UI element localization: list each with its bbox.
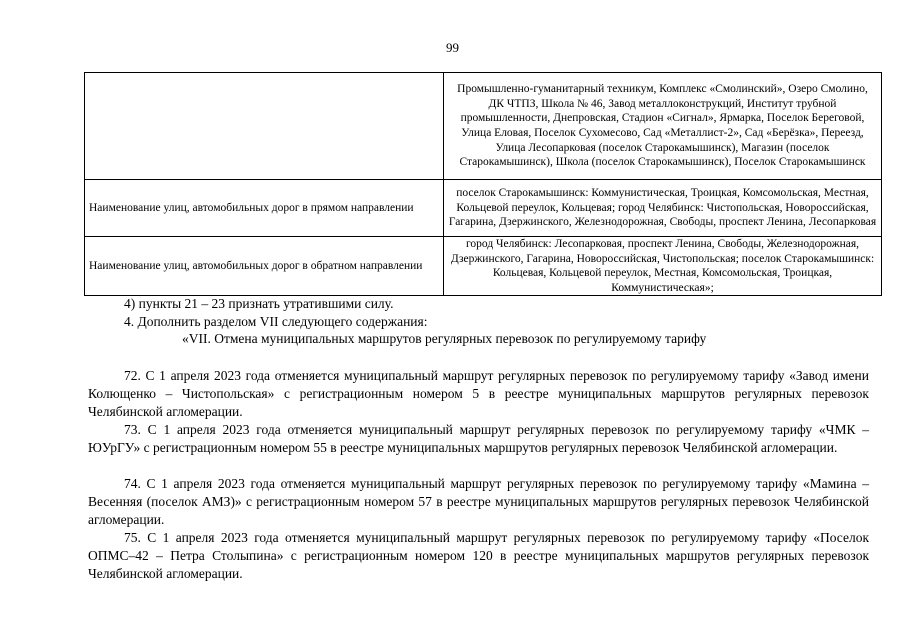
- table-row: [85, 73, 882, 180]
- table-cell-label: Наименование улиц, автомобильных дорог в обратном направлении: [85, 237, 444, 296]
- paragraph-73: 73. С 1 апреля 2023 года отменяется муниципальный маршрут регулярных перевозок по регулируемому тарифу «ЧМК – ЮУрГУ» с регистрационным номером 55 в реестре муниципальных маршрутов регулярных перевозок Челябинской агломерации.: [88, 422, 869, 455]
- paragraph-72: 72. С 1 апреля 2023 года отменяется муниципальный маршрут регулярных перевозок по регулируемому тарифу «Завод имени Колющенко – Чистопольская» с регистрационным номером 5 в реестре муниципальных маршрутов регулярных перевозок Челябинской агломерации.: [88, 368, 869, 419]
- table-cell-value: поселок Старокамышинск: Коммунистическая, Троицкая, Комсомольская, Местная, Кольцевой переулок, Кольцевая; город Челябинск: Чистопольская, Новороссийская, Гагарина, Дзержинского, Железнодорожная, Свободы, проспект Ленина, Лесопарковая: [444, 180, 882, 237]
- item-section-text: 4. Дополнить разделом VII следующего содержания:: [124, 314, 428, 329]
- table-cell-label: [85, 73, 444, 180]
- table-cell-label: Наименование улиц, автомобильных дорог в прямом направлении: [85, 180, 444, 237]
- paragraph-75: 75. С 1 апреля 2023 года отменяется муниципальный маршрут регулярных перевозок по регулируемому тарифу «Поселок ОПМС–42 – Петра Столыпина» с регистрационным номером 120 в реестре муниципальных маршрутов регулярных перевозок Челябинской агломерации.: [88, 530, 869, 581]
- paragraph-74: 74. С 1 апреля 2023 года отменяется муниципальный маршрут регулярных перевозок по регулируемому тарифу «Мамина – Весенняя (поселок АМЗ)» с регистрационным номером 57 в реестре муниципальных маршрутов регулярных перевозок Челябинской агломерации.: [88, 476, 869, 527]
- route-table: [84, 72, 882, 296]
- table-row: [85, 237, 882, 296]
- page-number: 99: [446, 40, 459, 55]
- item-4-text: 4) пункты 21 – 23 признать утратившими силу.: [124, 296, 394, 311]
- table-row: [85, 180, 882, 237]
- table-cell-value: город Челябинск: Лесопарковая, проспект Ленина, Свободы, Железнодорожная, Дзержинского, Гагарина, Новороссийская, Чистопольская; поселок Старокамышинск: Кольцевая, Кольцевой переулок, Местная, Комсомольская, Троицкая, Коммунистическая»;: [444, 237, 882, 296]
- table-cell-value: Промышленно-гуманитарный техникум, Комплекс «Смолинский», Озеро Смолино, ДК ЧТПЗ, Школа № 46, Завод металлоконструкций, Институт трубной промышленности, Днепровская, Стадион «Сигнал», Ярмарка, Поселок Береговой, Улица Еловая, Поселок Сухомесово, Сад «Металлист-2», Сад «Берёзка», Переезд, Улица Лесопарковая (поселок Старокамышинск), Магазин (поселок Старокамышинск), Школа (поселок Старокамышинск), Поселок Старокамышинск: [444, 73, 882, 180]
- section-title: «VII. Отмена муниципальных маршрутов регулярных перевозок по регулируемому тарифу: [182, 331, 707, 346]
